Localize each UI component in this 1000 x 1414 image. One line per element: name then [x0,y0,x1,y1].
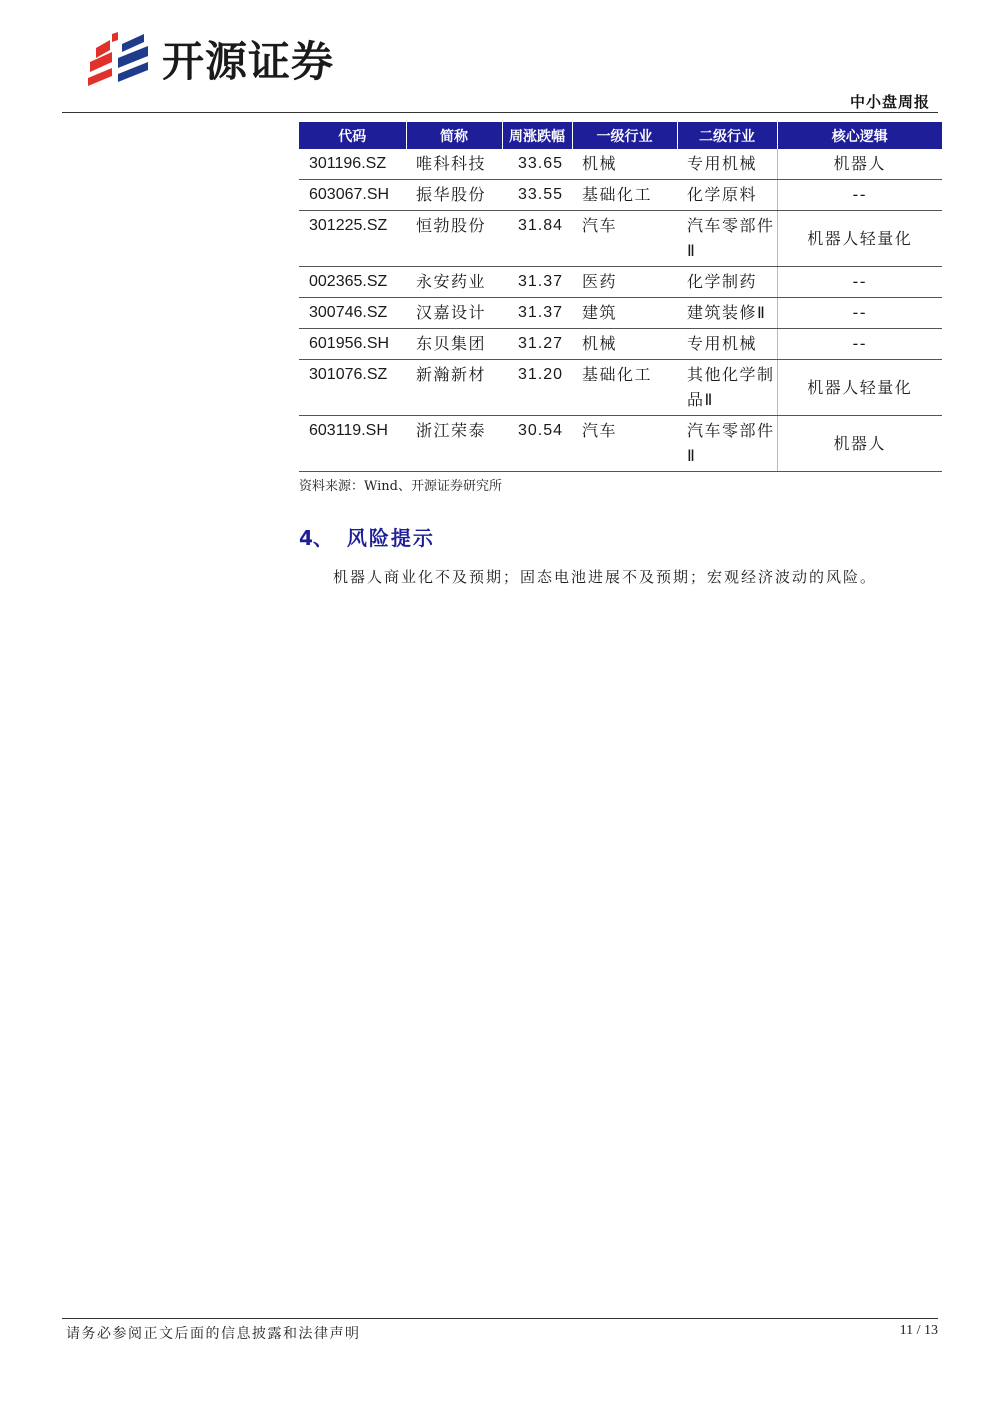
cell-industry-l2: 汽车零部件Ⅱ [677,416,777,472]
table-row [299,329,942,360]
cell-name: 新瀚新材 [406,360,502,416]
table-row [299,267,942,298]
col-header-industry-l1: 一级行业 [572,122,677,149]
cell-industry-l2: 专用机械 [677,149,777,180]
cell-code: 603067.SH [299,180,406,211]
col-header-logic: 核心逻辑 [777,122,942,149]
cell-name: 永安药业 [406,267,502,298]
cell-change: 31.20 [502,360,572,416]
cell-name: 恒勃股份 [406,211,502,267]
footer-divider [62,1318,938,1319]
cell-code: 603119.SH [299,416,406,472]
cell-code: 301225.SZ [299,211,406,267]
cell-industry-l1: 机械 [572,149,677,180]
cell-industry-l1: 基础化工 [572,360,677,416]
table-row [299,360,942,416]
cell-logic: 机器人 [777,416,942,472]
header-divider [62,112,938,113]
cell-industry-l2: 汽车零部件Ⅱ [677,211,777,267]
col-header-code: 代码 [299,122,406,149]
cell-logic: 机器人轻量化 [777,211,942,267]
col-header-change: 周涨跌幅 [502,122,572,149]
cell-code: 601956.SH [299,329,406,360]
cell-industry-l2: 化学制药 [677,267,777,298]
cell-code: 301076.SZ [299,360,406,416]
cell-industry-l1: 医药 [572,267,677,298]
footer-disclaimer: 请务必参阅正文后面的信息披露和法律声明 [66,1326,361,1342]
cell-industry-l1: 汽车 [572,416,677,472]
cell-code: 300746.SZ [299,298,406,329]
cell-name: 浙江荣泰 [406,416,502,472]
table-header-row [299,122,942,149]
page-number: 11 / 13 [899,1323,938,1338]
cell-name: 东贝集团 [406,329,502,360]
cell-change: 31.84 [502,211,572,267]
cell-logic: 机器人轻量化 [777,360,942,416]
col-header-name: 简称 [406,122,502,149]
cell-industry-l2: 建筑装修Ⅱ [677,298,777,329]
brand-logo-icon [82,28,152,90]
cell-change: 30.54 [502,416,572,472]
brand-logo [82,28,334,90]
cell-name: 唯科科技 [406,149,502,180]
cell-industry-l2: 化学原料 [677,180,777,211]
cell-industry-l2: 专用机械 [677,329,777,360]
cell-change: 31.37 [502,267,572,298]
table-row [299,149,942,180]
cell-code: 301196.SZ [299,149,406,180]
risk-paragraph: 机器人商业化不及预期；固态电池进展不及预期；宏观经济波动的风险。 [333,568,878,586]
brand-name: 开源证券 [162,37,335,86]
cell-change: 33.55 [502,180,572,211]
cell-industry-l1: 机械 [572,329,677,360]
section-heading [299,522,435,551]
section-number: 4、 [299,526,333,550]
cell-name: 汉嘉设计 [406,298,502,329]
cell-logic: -- [777,329,942,360]
col-header-industry-l2: 二级行业 [677,122,777,149]
stock-table [299,122,942,472]
cell-change: 31.37 [502,298,572,329]
table-source: 资料来源：Wind、开源证券研究所 [299,479,502,494]
cell-logic: -- [777,267,942,298]
cell-industry-l1: 汽车 [572,211,677,267]
cell-code: 002365.SZ [299,267,406,298]
cell-logic: -- [777,298,942,329]
section-title: 风险提示 [346,526,435,550]
cell-change: 33.65 [502,149,572,180]
cell-name: 振华股份 [406,180,502,211]
cell-industry-l1: 基础化工 [572,180,677,211]
cell-industry-l2: 其他化学制品Ⅱ [677,360,777,416]
table-row [299,298,942,329]
report-type: 中小盘周报 [849,93,930,111]
cell-logic: 机器人 [777,149,942,180]
cell-industry-l1: 建筑 [572,298,677,329]
table-row [299,211,942,267]
table-row [299,416,942,472]
cell-logic: -- [777,180,942,211]
cell-change: 31.27 [502,329,572,360]
table-row [299,180,942,211]
